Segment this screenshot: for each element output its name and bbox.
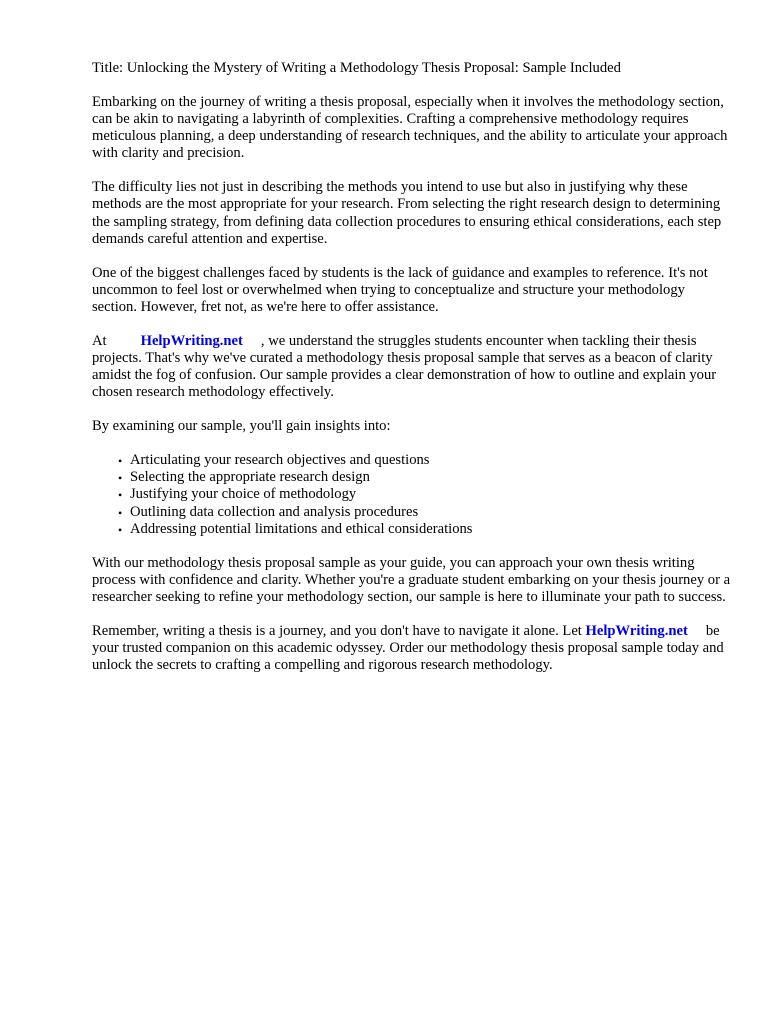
paragraph-helpwriting-prefix: At [92, 332, 107, 349]
document-page [92, 60, 732, 691]
document-title: Title: Unlocking the Mystery of Writing a Methodology Thesis Proposal: Sample Included [92, 60, 621, 76]
paragraph-challenges: One of the biggest challenges faced by students is the lack of guidance and examples to reference. It's not uncommon to feel lost or overwhelmed when trying to conceptualize and structure your methodology section. However, fret not, as we're here to offer assistance. [92, 264, 708, 316]
list-item: • Outlining data collection and analysis procedures [118, 504, 732, 521]
list-item: • Selecting the appropriate research design [118, 469, 732, 486]
paragraph-intro: Embarking on the journey of writing a thesis proposal, especially when it involves the methodology section, can be akin to navigating a labyrinth of complexities. Crafting a comprehensive methodology requires meticulous planning, a deep understanding of research techniques, and the ability to articulate your approach with clarity and precision. [92, 93, 728, 162]
paragraph-helpwriting [92, 333, 732, 402]
paragraph-guide: With our methodology thesis proposal sample as your guide, you can approach your own thesis writing process with confidence and clarity. Whether you're a graduate student embarking on your thesis journey or a researcher seeking to refine your methodology section, our sample is here to illuminate your path to success. [92, 554, 731, 606]
paragraph-helpwriting-suffix: , we understand the struggles students encounter when tackling their thesis projects. That's why we've curated a methodology thesis proposal sample that serves as a beacon of clarity amidst the fog of confusion. Our sample provides a clear demonstration of how to outline and explain your chosen research methodology effectively. [92, 332, 717, 401]
paragraph-closing [92, 623, 732, 675]
helpwriting-link[interactable]: HelpWriting.net [140, 332, 243, 349]
paragraph-closing-suffix: be your trusted companion on this academic odyssey. Order our methodology thesis proposal sample today and unlock the secrets to crafting a compelling and rigorous research methodology. [92, 622, 724, 674]
helpwriting-link-closing[interactable]: HelpWriting.net [585, 622, 688, 639]
insights-list [92, 452, 732, 538]
list-item: • Articulating your research objectives and questions [118, 452, 732, 469]
list-item: • Justifying your choice of methodology [118, 486, 732, 503]
paragraph-closing-prefix: Remember, writing a thesis is a journey, and you don't have to navigate it alone. Let [92, 622, 582, 639]
list-item: • Addressing potential limitations and ethical considerations [118, 521, 732, 538]
paragraph-difficulty: The difficulty lies not just in describing the methods you intend to use but also in justifying why these methods are the most appropriate for your research. From selecting the right research design to determining the sampling strategy, from defining data collection procedures to ensuring ethical considerations, each step demands careful attention and expertise. [92, 179, 722, 247]
paragraph-insights-intro: By examining our sample, you'll gain insights into: [92, 418, 391, 435]
